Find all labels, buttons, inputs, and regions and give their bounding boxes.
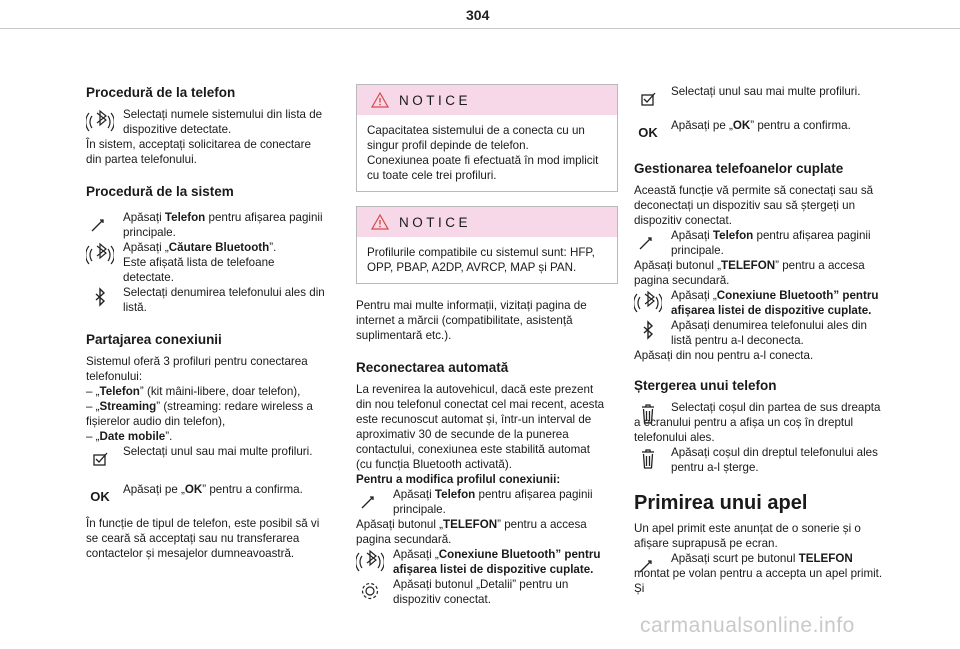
share-ok-b: OK xyxy=(184,483,203,496)
checkbox-icon xyxy=(86,445,114,471)
sys-step-3-text: Selectați denumirea telefonului ales din listă. xyxy=(123,286,325,314)
finger-press-icon xyxy=(634,229,662,255)
sys-step-2-b: Căutare Bluetooth xyxy=(168,241,270,254)
sys-step-1-b: Telefon xyxy=(164,211,206,224)
heading-system-procedure: Procedură de la sistem xyxy=(86,184,234,199)
mod-step-1-a: Apăsați xyxy=(393,488,435,501)
man-step-3-a: Apăsați butonul „ xyxy=(634,259,722,272)
column-2 xyxy=(356,84,618,607)
man-step-6-text: Apăsați din nou pentru a-l conecta. xyxy=(634,349,814,362)
mod-step-3-b: Conexiune Bluetooth xyxy=(438,548,556,561)
heading-connection-sharing: Partajarea conexiunii xyxy=(86,332,222,347)
notice-box-2 xyxy=(356,206,618,284)
phone-step-1-text: Selectați numele sistemului din lista de dispozitive detectate. xyxy=(123,108,323,136)
call-step-2-c: montat pe volan pentru a accepta un apel primit. xyxy=(634,567,883,580)
ok-icon: OK xyxy=(90,488,110,504)
mod-step-3-c: ” pentru afișarea listei de dispozitive cuplate. xyxy=(393,548,601,576)
call-step-2 xyxy=(634,551,884,581)
share-ok-step xyxy=(86,482,326,512)
call-intro: Un apel primit este anunțat de o sonerie și o afișare suprapusă pe ecran. xyxy=(634,522,861,550)
watermark-text: carmanualsonline.info xyxy=(640,614,855,637)
share-item-2-c: ” (streaming: redare wireless a fișierelor audio din telefon), xyxy=(86,400,313,428)
modify-step-4 xyxy=(356,577,618,607)
man-step-2-b: Telefon xyxy=(712,229,754,242)
checkbox-icon xyxy=(634,85,662,111)
notice-body-1: Capacitatea sistemului de a conecta cu un singur profil depinde de telefon. Conexiunea poate fi efectuată în mod implicit cu toate cele trei profiluri. xyxy=(367,124,599,182)
c3-select-text: Selectați unul sau mai multe profiluri. xyxy=(671,85,861,98)
mod-step-2-b: TELEFON xyxy=(443,518,498,531)
sys-step-1-a: Apăsați xyxy=(123,211,165,224)
notice-box-1 xyxy=(356,84,618,192)
delete-step-1 xyxy=(634,400,884,445)
bluetooth-icon xyxy=(634,319,662,345)
man-step-4-b: Conexiune Bluetooth xyxy=(716,289,834,302)
heading-manage-phones: Gestionarea telefoanelor cuplate xyxy=(634,161,844,176)
settings-gear-icon xyxy=(356,578,384,604)
heading-auto-reconnect: Reconectarea automată xyxy=(356,360,509,375)
reconnect-text: La revenirea la autovehicul, dacă este prezent din nou telefonul conectat cel mai recent, acesta este recunoscut automat și, într-un interval de aproximativ 30 de secunde de la punerea contactului, conexiunea este stabilită automat (cu funcția Bluetooth activată). xyxy=(356,383,605,471)
info-text: Pentru mai multe informații, vizitați pagina de internet a mărcii (compatibilitate, asistență suplimentară etc.). xyxy=(356,299,587,342)
column-3 xyxy=(634,84,884,596)
column-1 xyxy=(86,84,326,561)
page-number: 304 xyxy=(466,7,490,23)
mod-step-3-a: Apăsați „ xyxy=(393,548,439,561)
share-item-1-b: Telefon xyxy=(99,385,140,398)
heading-phone-procedure: Procedură de la telefon xyxy=(86,85,236,100)
notice-label-2: NOTICE xyxy=(399,214,472,230)
mod-step-4-text: Apăsați butonul „Detalii” pentru un dispozitiv conectat. xyxy=(393,578,569,606)
manage-step-2 xyxy=(634,228,884,258)
bluetooth-search-icon xyxy=(86,241,114,267)
trash-icon xyxy=(634,401,662,427)
bluetooth-scan-icon xyxy=(86,108,114,134)
man-step-5-text: Apăsați denumirea telefonului ales din listă pentru a-l deconecta. xyxy=(671,319,867,347)
trash-icon xyxy=(634,446,662,472)
man-step-2-c: pentru afișarea paginii principale. xyxy=(671,229,871,257)
share-intro: Sistemul oferă 3 profiluri pentru conectarea telefonului: xyxy=(86,355,308,383)
call-step-2-a: Apăsați scurt pe butonul xyxy=(671,552,799,565)
call-step-2-b: TELEFON xyxy=(798,552,853,565)
c3-ok-c: ” pentru a confirma. xyxy=(750,119,851,132)
finger-press-icon xyxy=(86,211,114,237)
modify-heading: Pentru a modifica profilul conexiunii: xyxy=(356,473,561,486)
mod-step-1-c: pentru afișarea paginii principale. xyxy=(393,488,593,516)
share-item-3-b: Date mobile xyxy=(99,430,166,443)
man-step-4-a: Apăsați „ xyxy=(671,289,717,302)
ok-icon: OK xyxy=(638,124,658,140)
share-select-text: Selectați unul sau mai multe profiluri. xyxy=(123,445,313,458)
system-step-2 xyxy=(86,240,326,285)
c3-ok-b: OK xyxy=(732,119,751,132)
warning-triangle-icon xyxy=(371,214,389,230)
phone-step-1 xyxy=(86,107,326,137)
delete-step-2-text: Apăsați coșul din dreptul telefonului ales pentru a-l șterge. xyxy=(671,446,878,474)
heading-incoming-call: Primirea unui apel xyxy=(634,492,808,514)
share-item-3-c: ”. xyxy=(165,430,173,443)
manage-step-4 xyxy=(634,288,884,318)
share-ok-a: Apăsați pe „ xyxy=(123,483,185,496)
share-item-2-b: Streaming xyxy=(99,400,157,413)
share-item-3-a: – „ xyxy=(86,430,100,443)
mod-step-1-b: Telefon xyxy=(434,488,476,501)
header-divider xyxy=(0,28,960,29)
system-step-1 xyxy=(86,210,326,240)
call-step-3-text: Și xyxy=(634,582,645,595)
bluetooth-connection-icon xyxy=(356,548,384,574)
sys-step-2-a: Apăsați „ xyxy=(123,241,169,254)
finger-press-icon xyxy=(634,552,662,578)
share-item-1-a: – „ xyxy=(86,385,100,398)
sys-step-1-c: pentru afișarea paginii principale. xyxy=(123,211,323,239)
man-step-3-c: ” pentru a accesa pagina secundară. xyxy=(634,259,865,287)
bluetooth-icon xyxy=(86,286,114,312)
mod-step-2-c: ” pentru a accesa pagina secundară. xyxy=(356,518,587,546)
share-ok-c: ” pentru a confirma. xyxy=(202,483,303,496)
delete-step-1-text: Selectați coșul din partea de sus dreapta a ecranului pentru a afișa un coș în dreptul telefonului ales. xyxy=(634,401,881,444)
heading-delete-phone: Ștergerea unui telefon xyxy=(634,378,777,393)
share-select-step xyxy=(86,444,326,474)
c3-ok-step xyxy=(634,118,884,148)
delete-step-2 xyxy=(634,445,884,475)
man-step-2-a: Apăsați xyxy=(671,229,713,242)
system-step-3 xyxy=(86,285,326,315)
manage-intro: Această funcție vă permite să conectați sau să deconectați un dispozitiv sau să ștergeți un dispozitiv conectat. xyxy=(634,184,874,227)
mod-step-2-a: Apăsați butonul „ xyxy=(356,518,444,531)
manage-step-5 xyxy=(634,318,884,348)
notice-body-2: Profilurile compatibile cu sistemul sunt: HFP, OPP, PBAP, A2DP, AVRCP, MAP și PAN. xyxy=(367,246,595,274)
share-item-2-a: – „ xyxy=(86,400,100,413)
notice-header-2 xyxy=(357,207,617,237)
finger-press-icon xyxy=(356,488,384,514)
warning-triangle-icon xyxy=(371,92,389,108)
sys-step-2-c: ”. xyxy=(269,241,277,254)
modify-step-3 xyxy=(356,547,618,577)
c3-ok-a: Apăsați pe „ xyxy=(671,119,733,132)
modify-step-1 xyxy=(356,487,618,517)
share-note: În funcție de tipul de telefon, este posibil să vi se ceară să acceptați sau nu transferarea contactelor și mesajelor dumneavoastră. xyxy=(86,517,320,560)
c3-select-step xyxy=(634,84,884,114)
sys-step-2-d: Este afișată lista de telefoane detectate. xyxy=(123,256,275,284)
notice-header-1 xyxy=(357,85,617,115)
share-item-1-c: ” (kit mâini-libere, doar telefon), xyxy=(139,385,301,398)
man-step-4-c: ” pentru afișarea listei de dispozitive cuplate. xyxy=(671,289,879,317)
man-step-3-b: TELEFON xyxy=(721,259,776,272)
notice-label-1: NOTICE xyxy=(399,92,472,108)
phone-step-2-text: În sistem, acceptați solicitarea de conectare din partea telefonului. xyxy=(86,138,311,166)
bluetooth-connection-icon xyxy=(634,289,662,315)
